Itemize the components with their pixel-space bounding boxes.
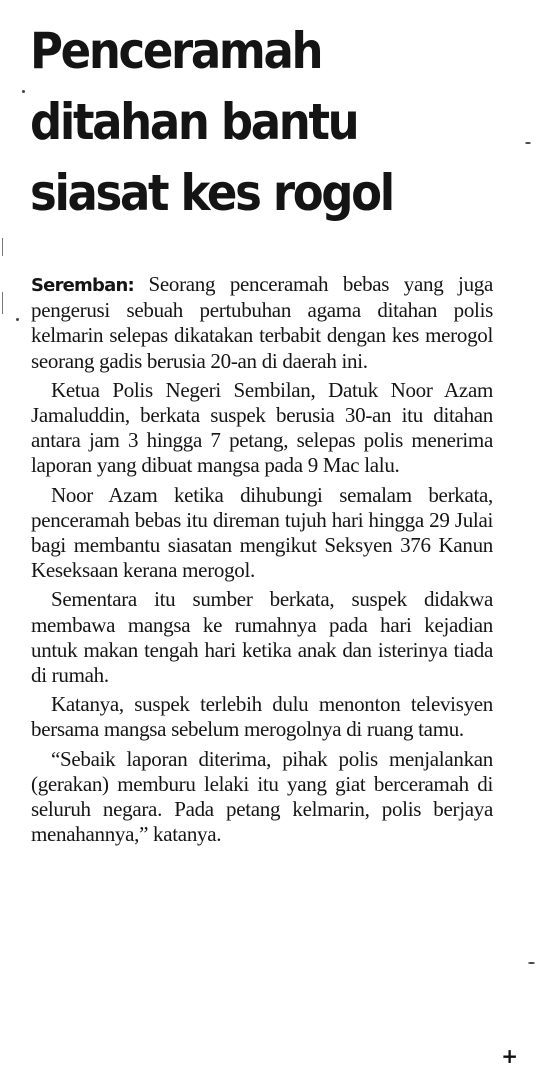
scan-speck <box>525 142 531 144</box>
paragraph-text: Seorang penceramah bebas yang juga pengerusi sebuah pertubuhan agama ditahan polis kelmarin selepas dikatakan terbabit dengan kes merogol seorang gadis berusia 20-an di daerah ini. <box>31 272 493 373</box>
scan-edge-mark <box>2 238 3 256</box>
article-body <box>31 272 493 851</box>
article-paragraph: Katanya, suspek terlebih dulu menonton televisyen bersama mangsa sebelum merogolnya di ruang tamu. <box>31 692 493 742</box>
scan-edge-mark <box>2 292 3 314</box>
headline-line-2: ditahan bantu <box>30 93 358 151</box>
article-paragraph: Ketua Polis Negeri Sembilan, Datuk Noor Azam Jamaluddin, berkata suspek berusia 30-an itu ditahan antara jam 3 hingga 7 petang, selepas polis menerima laporan yang dibuat mangsa pada 9 Mac lalu. <box>31 377 493 478</box>
article-paragraph: “Sebaik laporan diterima, pihak polis menjalankan (gerakan) memburu lelaki itu yang giat berceramah di seluruh negara. Pada petang kelmarin, polis berjaya menahannya,” katanya. <box>31 746 493 847</box>
headline-line-1: Penceramah <box>30 22 322 80</box>
dateline: Seremban: <box>31 275 134 296</box>
headline-line-3: siasat kes rogol <box>30 164 393 222</box>
article-paragraph <box>31 272 493 374</box>
scan-speck <box>16 318 19 321</box>
scan-speck <box>22 90 25 93</box>
article-paragraph: Noor Azam ketika dihubungi semalam berkata, penceramah bebas itu direman tujuh hari hingga 29 Julai bagi membantu siasatan mengikut Seksyen 376 Kanun Keseksaan kerana merogol. <box>31 482 493 583</box>
article-headline <box>30 16 453 229</box>
scan-speck <box>528 962 535 964</box>
end-of-article-mark: + <box>501 1044 518 1068</box>
article-paragraph: Sementara itu sumber berkata, suspek didakwa membawa mangsa ke rumahnya pada hari kejadian untuk makan tengah hari ketika anak dan isterinya tiada di rumah. <box>31 587 493 688</box>
